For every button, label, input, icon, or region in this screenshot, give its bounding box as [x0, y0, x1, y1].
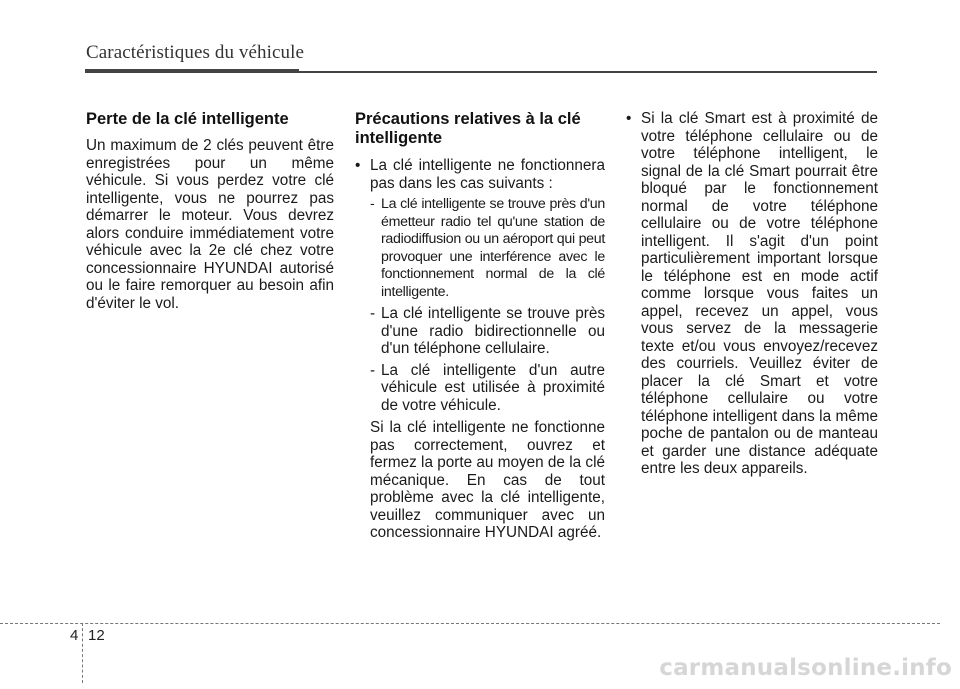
column-phone-interference	[626, 110, 878, 478]
footer-dashed-divider	[82, 623, 83, 683]
column-lost-key	[86, 110, 334, 312]
dash-marker: -	[370, 305, 376, 322]
subitem-two-way-radio: - La clé intelligente se trouve près d'une radio bidirectionnelle ou d'un téléphone cellulaire.	[370, 305, 605, 357]
header-section-title: Caractéristiques du véhicule	[86, 42, 305, 63]
column-precautions	[355, 110, 605, 542]
bullet-not-working: • La clé intelligente ne fonctionnera pas dans les cas suivants :	[355, 157, 605, 192]
dash-marker: -	[370, 196, 375, 212]
dash-marker: -	[370, 361, 376, 379]
heading-lost-key: Perte de la clé intelligente	[86, 110, 289, 128]
header-rule-thin	[299, 71, 877, 73]
header-rule-thick	[85, 69, 299, 73]
paragraph-mechanical-key: Si la clé intelligente ne fonctionne pas correctement, ouvrez et fermez la porte au moyen de la clé mécanique. En cas de tout problème avec la clé intelligente, veuillez communiquer avec un concessionnaire HYUNDAI agréé.	[370, 419, 605, 541]
footer-dashed-rule	[0, 623, 940, 624]
heading-precautions: Précautions relatives à la clé intelligente	[355, 110, 581, 147]
subitem-other-vehicle-key: - La clé intelligente d'un autre véhicule est utilisée à proximité de votre véhicule.	[370, 361, 605, 414]
paragraph-lost-key: Un maximum de 2 clés peuvent être enregistrées pour un même véhicule. Si vous perdez votre clé intelligente, vous ne pourrez pas démarrer le moteur. Vous devrez alors conduire immédiatement votre véhicule avec la 2e clé chez votre concessionnaire HYUNDAI autorisé ou le faire remorquer au besoin afin d'éviter le vol.	[86, 137, 334, 312]
bullet-phone-interference: • Si la clé Smart est à proximité de votre téléphone cellulaire ou de votre téléphone intelligent, le signal de la clé Smart pourrait être bloqué par le fonctionnement normal de votre téléphone cellulaire ou de votre téléphone intelligent. Il s'agit d'un point particulièrement important lorsque le téléphone est en mode actif comme lorsque vous faites un appel, recevez un appel, vous vous servez de la messagerie texte et/ou vous envoyez/recevez des courriels. Veuillez éviter de placer la clé Smart et votre téléphone cellulaire ou votre téléphone intelligent dans la même poche de pantalon ou de manteau et garder une distance adéquate entre les deux appareils.	[626, 110, 878, 478]
chapter-number: 4	[70, 627, 79, 644]
watermark: carmanualsonline.info	[659, 655, 952, 681]
page-number: 12	[88, 627, 105, 644]
subitem-radio-transmitter: - La clé intelligente se trouve près d'un émetteur radio tel qu'une station de radiodiffusion ou un aéroport qui peut provoquer une interférence avec le fonctionnement normal de la clé intelligente.	[370, 196, 605, 300]
